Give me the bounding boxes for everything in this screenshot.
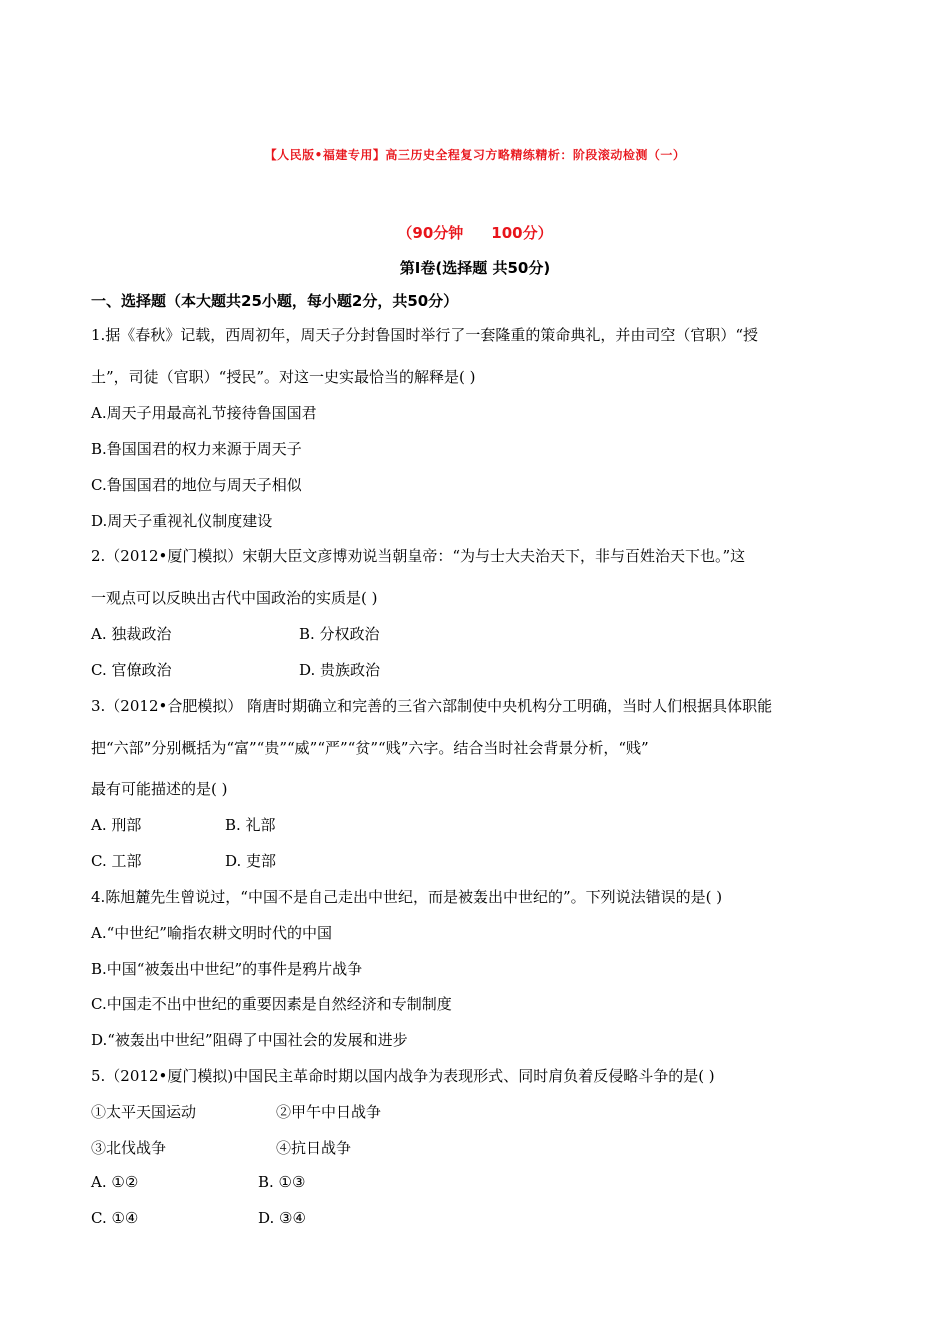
question-3-stem-line2: 把“六部”分别概括为“富”“贵”“威”“严”“贫”“贱”六字。结合当时社会背景分析，“贱” [91, 739, 649, 757]
question-5-item-4: ④抗日战争 [276, 1139, 352, 1157]
question-1-option-d: D.周天子重视礼仪制度建设 [91, 512, 273, 530]
question-2-stem-line1: 2.（2012•厦门模拟）宋朝大臣文彦博劝说当朝皇帝：“为与士大夫治天下，非与百姓治天下也。”这 [91, 547, 746, 565]
question-4-option-c: C.中国走不出中世纪的重要因素是自然经济和专制制度 [91, 995, 452, 1013]
question-1-option-b: B.鲁国国君的权力来源于周天子 [91, 440, 302, 458]
question-2-option-d: D. 贵族政治 [299, 661, 381, 679]
part-heading: 一、选择题（本大题共25小题，每小题2分，共50分） [91, 292, 459, 310]
question-2-stem-line2: 一观点可以反映出古代中国政治的实质是( ) [91, 589, 378, 607]
question-5-option-d: D. ③④ [258, 1209, 306, 1227]
question-1-stem-line2: 土”，司徒（官职）“授民”。对这一史实最恰当的解释是( ) [91, 368, 476, 386]
question-2-option-a: A. 独裁政治 [91, 625, 172, 643]
question-1-stem-line1: 1.据《春秋》记载，西周初年，周天子分封鲁国时举行了一套隆重的策命典礼，并由司空（官职）“授 [91, 326, 758, 344]
question-3-option-a: A. 刑部 [91, 816, 142, 834]
question-2-option-b: B. 分权政治 [299, 625, 380, 643]
exam-score: 100分） [491, 224, 553, 242]
question-5-stem: 5.（2012•厦门模拟)中国民主革命时期以国内战争为表现形式、同时肩负着反侵略斗争的是( ) [91, 1067, 715, 1085]
question-2-option-c: C. 官僚政治 [91, 661, 172, 679]
question-3-option-b: B. 礼部 [225, 816, 276, 834]
question-1-option-a: A.周天子用最高礼节接待鲁国国君 [91, 404, 317, 422]
question-4-stem: 4.陈旭麓先生曾说过，“中国不是自己走出中世纪，而是被轰出中世纪的”。下列说法错误的是( ) [91, 888, 723, 906]
question-3-option-c: C. 工部 [91, 852, 142, 870]
question-5-option-a: A. ①② [91, 1173, 139, 1191]
question-4-option-b: B.中国“被轰出中世纪”的事件是鸦片战争 [91, 960, 363, 978]
question-5-item-3: ③北伐战争 [91, 1139, 167, 1157]
question-4-option-a: A.“中世纪”喻指农耕文明时代的中国 [91, 924, 332, 942]
section-title: 第Ⅰ卷(选择题 共50分) [399, 259, 551, 277]
exam-time-score [0, 222, 950, 243]
question-5-option-c: C. ①④ [91, 1209, 139, 1227]
question-4-option-d: D.“被轰出中世纪”阻碍了中国社会的发展和进步 [91, 1031, 408, 1049]
question-5-item-2: ②甲午中日战争 [276, 1103, 382, 1121]
question-5-item-1: ①太平天国运动 [91, 1103, 197, 1121]
question-3-stem-line3: 最有可能描述的是( ) [91, 780, 228, 798]
exam-time: （90分钟 [397, 224, 464, 242]
question-3-stem-line1: 3.（2012•合肥模拟） 隋唐时期确立和完善的三省六部制使中央机构分工明确，当时人们根据具体职能 [91, 697, 773, 715]
question-1-option-c: C.鲁国国君的地位与周天子相似 [91, 476, 302, 494]
question-3-option-d: D. 吏部 [225, 852, 277, 870]
document-title: 【人民版•福建专用】高三历史全程复习方略精练精析：阶段滚动检测（一） [264, 148, 686, 162]
question-5-option-b: B. ①③ [258, 1173, 306, 1191]
